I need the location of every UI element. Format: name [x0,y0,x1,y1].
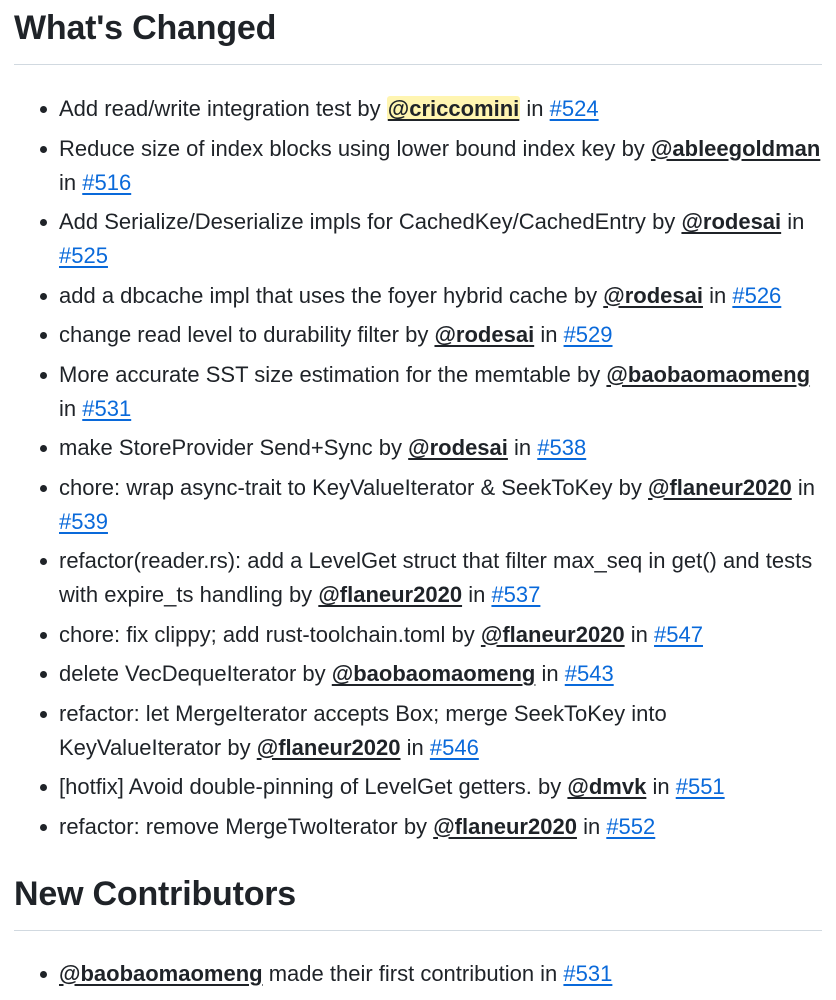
change-list-item [14,279,822,313]
change-description: refactor: remove MergeTwoIterator [59,813,398,839]
change-list-item [14,471,822,539]
author-link[interactable]: @flaneur2020 [318,582,463,607]
heading-divider [14,64,822,65]
by-label: by [621,135,645,161]
change-description: chore: wrap async-trait to KeyValueIterator & SeekToKey [59,474,613,500]
in-label: in [541,661,559,686]
change-description: chore: fix clippy; add rust-toolchain.toml [59,621,446,647]
author-link[interactable]: @flaneur2020 [256,734,401,760]
in-label: in [59,169,77,195]
contributor-list-item [14,957,822,991]
author-link[interactable]: @rodesai [434,322,535,347]
pull-request-link[interactable]: #537 [491,582,541,607]
change-list-item [14,318,822,352]
by-label: by [405,322,429,347]
change-list-item [14,132,822,200]
change-description: change read level to durability filter [59,322,399,347]
change-list-item [14,657,822,691]
change-description: [hotfix] Avoid double-pinning of LevelGet getters. [59,774,532,799]
new-contributors-list [14,957,822,991]
by-label: by [403,813,428,839]
in-label: in [652,774,670,799]
change-list-item [14,544,822,612]
change-list-item [14,92,822,126]
pull-request-link[interactable]: #531 [563,960,613,986]
change-description: Add Serialize/Deserialize impls for CachedKey/CachedEntry [59,209,646,234]
contributor-link[interactable]: @baobaomaomeng [59,960,263,986]
pull-request-link[interactable]: #524 [549,96,599,121]
change-description: Reduce size of index blocks using lower bound index key [59,135,616,161]
in-label: in [540,322,558,347]
in-label: in [583,813,601,839]
by-label: by [538,774,562,799]
pull-request-link[interactable]: #543 [564,661,614,686]
by-label: by [618,474,642,500]
new-contributors-heading: New Contributors [14,874,297,913]
pull-request-link[interactable]: #552 [606,813,656,839]
change-description: make StoreProvider Send+Sync [59,435,373,460]
in-label: in [630,621,648,647]
pull-request-link[interactable]: #539 [59,508,108,534]
change-list-item [14,770,822,804]
change-description: refactor(reader.rs): add a LevelGet struct that filter max_seq in get() and tests with expire_ts handling [59,548,813,607]
change-list-item [14,697,822,765]
by-label: by [652,209,676,234]
author-link[interactable]: @ableegoldman [650,135,821,161]
by-label: by [288,582,313,607]
author-link[interactable]: @rodesai [603,282,703,308]
author-link[interactable]: @baobaomaomeng [606,361,811,387]
author-link[interactable]: @rodesai [681,209,782,234]
author-link[interactable]: @criccomini [387,96,520,121]
pull-request-link[interactable]: #538 [537,435,587,460]
pull-request-link[interactable]: #526 [732,282,782,308]
in-label: in [787,209,805,234]
in-label: in [514,435,532,460]
author-link[interactable]: @baobaomaomeng [331,661,536,686]
contribution-text: made their first contribution in [268,960,558,986]
by-label: by [451,621,475,647]
release-notes [14,0,822,996]
in-label: in [797,474,816,500]
heading-divider [14,930,822,931]
by-label: by [302,661,326,686]
pull-request-link[interactable]: #529 [563,322,613,347]
in-label: in [526,96,544,121]
by-label: by [378,435,403,460]
author-link[interactable]: @flaneur2020 [433,813,577,839]
change-list-item [14,618,822,652]
pull-request-link[interactable]: #525 [59,243,108,268]
change-list-item [14,358,822,426]
author-link[interactable]: @rodesai [408,435,508,460]
pull-request-link[interactable]: #547 [654,621,703,647]
in-label: in [406,734,424,760]
by-label: by [227,734,251,760]
change-list-item [14,431,822,465]
change-description: Add read/write integration test [59,96,352,121]
whats-changed-heading: What's Changed [14,9,277,47]
change-list-item [14,205,822,273]
in-label: in [709,282,727,308]
by-label: by [577,361,601,387]
author-link[interactable]: @dmvk [567,774,647,799]
change-description: add a dbcache impl that uses the foyer hybrid cache [59,282,568,308]
changes-list [14,92,822,844]
change-description: refactor: let MergeIterator accepts Box; merge SeekToKey into KeyValueIterator [59,700,667,760]
author-link[interactable]: @flaneur2020 [648,474,792,500]
in-label: in [468,582,486,607]
by-label: by [357,96,381,121]
in-label: in [59,395,77,421]
change-description: delete VecDequeIterator [59,661,297,686]
pull-request-link[interactable]: #531 [82,395,132,421]
pull-request-link[interactable]: #546 [429,734,479,760]
change-description: More accurate SST size estimation for the memtable [59,361,571,387]
change-list-item [14,810,822,844]
pull-request-link[interactable]: #516 [82,169,132,195]
pull-request-link[interactable]: #551 [675,774,725,799]
by-label: by [573,282,598,308]
author-link[interactable]: @flaneur2020 [480,621,625,647]
